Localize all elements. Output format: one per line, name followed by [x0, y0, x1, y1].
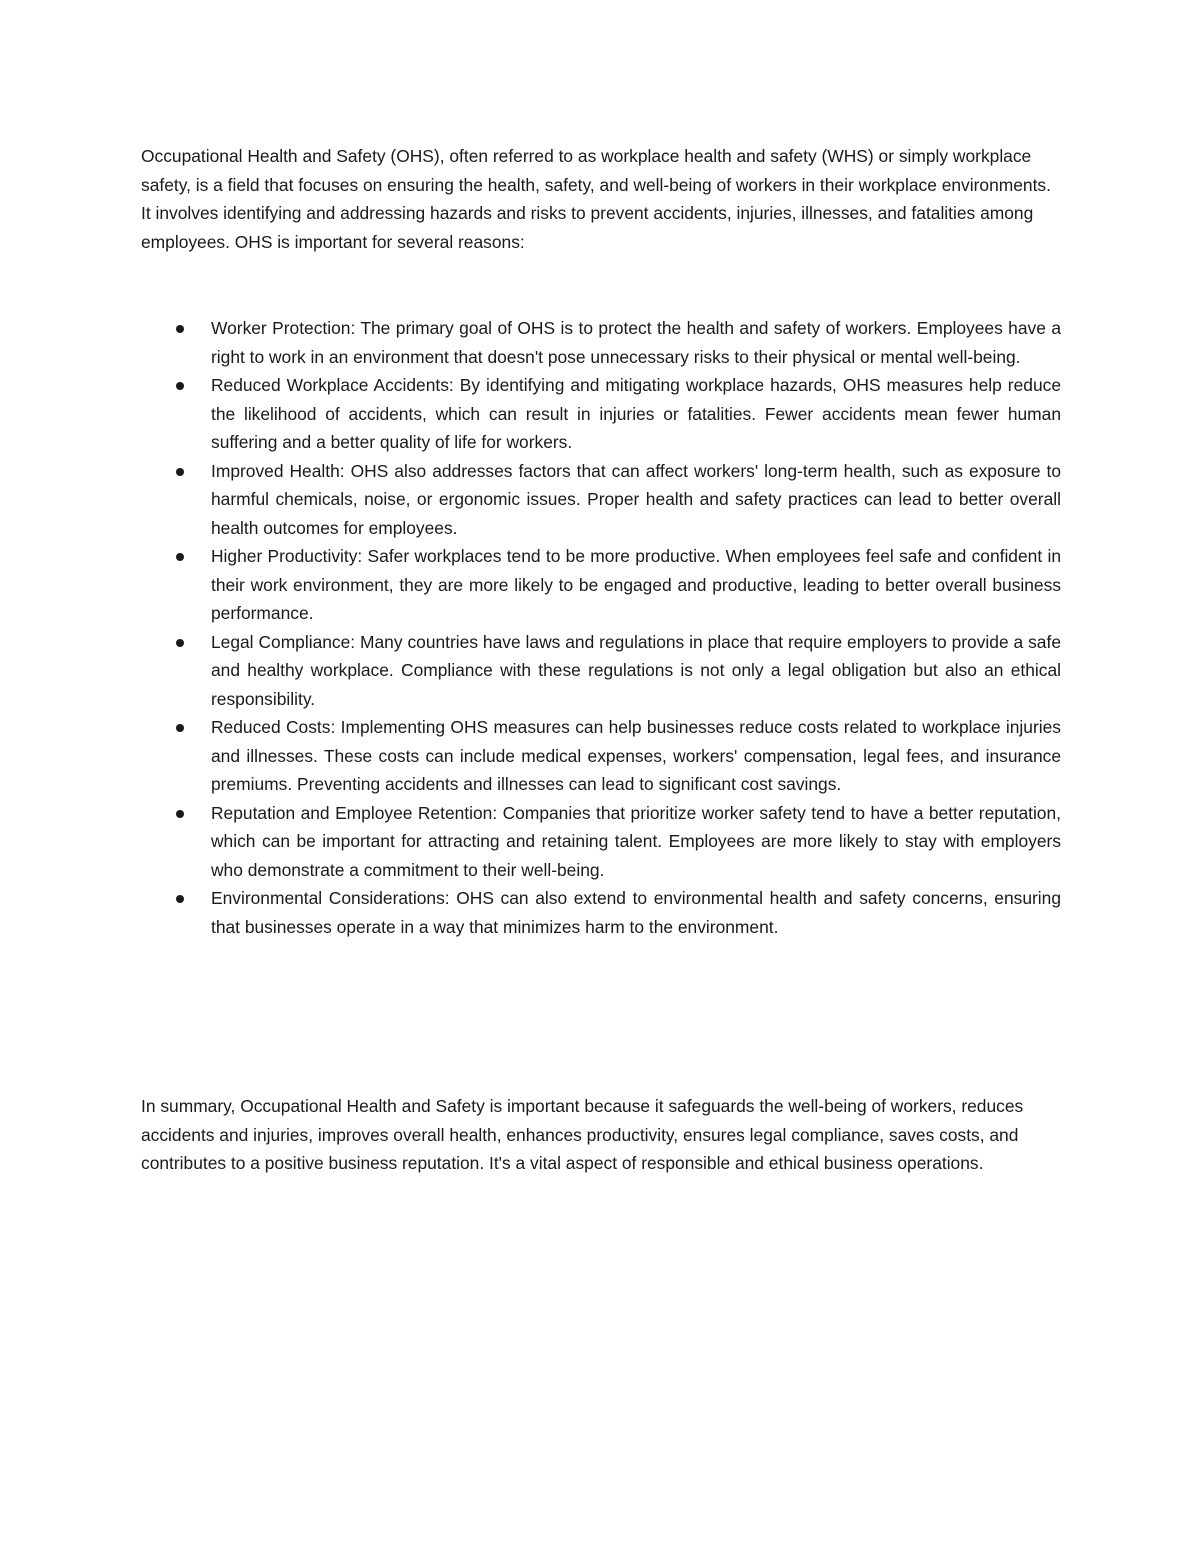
list-item-text: Worker Protection: The primary goal of OHS is to protect the health and safety of workers. Employees have a right to work in an environment that doesn't pose unnecessary risks to their physical or mental well-being. — [211, 318, 1061, 367]
bullet-dot-icon — [176, 810, 184, 818]
bullet-dot-icon — [176, 382, 184, 390]
list-item — [141, 314, 1061, 371]
intro-paragraph: Occupational Health and Safety (OHS), often referred to as workplace health and safety (WHS) or simply workplace safety, is a field that focuses on ensuring the health, safety, and well-being of workers in their workplace environments. It involves identifying and addressing hazards and risks to prevent accidents, injuries, illnesses, and fatalities among employees. OHS is important for several reasons: — [141, 146, 1051, 252]
list-item — [141, 628, 1061, 714]
bullet-dot-icon — [176, 724, 184, 732]
bullet-dot-icon — [176, 325, 184, 333]
list-item — [141, 799, 1061, 885]
list-item-text: Legal Compliance: Many countries have laws and regulations in place that require employers to provide a safe and healthy workplace. Compliance with these regulations is not only a legal obligation but also an ethical responsibility. — [211, 631, 1061, 709]
list-item — [141, 713, 1061, 799]
list-item-text: Reputation and Employee Retention: Companies that prioritize worker safety tend to have a better reputation, which can be important for attracting and retaining talent. Employees are more likely to stay with employers who demonstrate a commitment to their well-being. — [211, 802, 1061, 880]
bullet-dot-icon — [176, 895, 184, 903]
list-item — [141, 884, 1061, 941]
list-item-text: Reduced Workplace Accidents: By identifying and mitigating workplace hazards, OHS measures help reduce the likelihood of accidents, which can result in injuries or fatalities. Fewer accidents mean fewer human suffering and a better quality of life for workers. — [211, 375, 1061, 452]
list-item — [141, 542, 1061, 628]
bullet-dot-icon — [176, 468, 184, 476]
list-item-text: Reduced Costs: Implementing OHS measures can help businesses reduce costs related to workplace injuries and illnesses. These costs can include medical expenses, workers' compensation, legal fees, and insurance premiums. Preventing accidents and illnesses can lead to significant cost savings. — [211, 717, 1061, 794]
summary-paragraph: In summary, Occupational Health and Safety is important because it safeguards the well-being of workers, reduces accidents and injuries, improves overall health, enhances productivity, ensures legal compliance, saves costs, and contributes to a positive business reputation. It's a vital aspect of responsible and ethical business operations. — [141, 1096, 1024, 1173]
bullet-dot-icon — [176, 553, 184, 561]
reasons-list — [141, 314, 1061, 941]
list-item-text: Environmental Considerations: OHS can also extend to environmental health and safety concerns, ensuring that businesses operate in a way that minimizes harm to the environment. — [211, 888, 1061, 937]
list-item-text: Higher Productivity: Safer workplaces tend to be more productive. When employees feel safe and confident in their work environment, they are more likely to be engaged and productive, leading to better overall business performance. — [211, 546, 1061, 623]
list-item — [141, 371, 1061, 457]
list-item — [141, 457, 1061, 543]
bullet-dot-icon — [176, 639, 184, 647]
list-item-text: Improved Health: OHS also addresses factors that can affect workers' long-term health, such as exposure to harmful chemicals, noise, or ergonomic issues. Proper health and safety practices can lead to better overall health outcomes for employees. — [211, 460, 1061, 538]
